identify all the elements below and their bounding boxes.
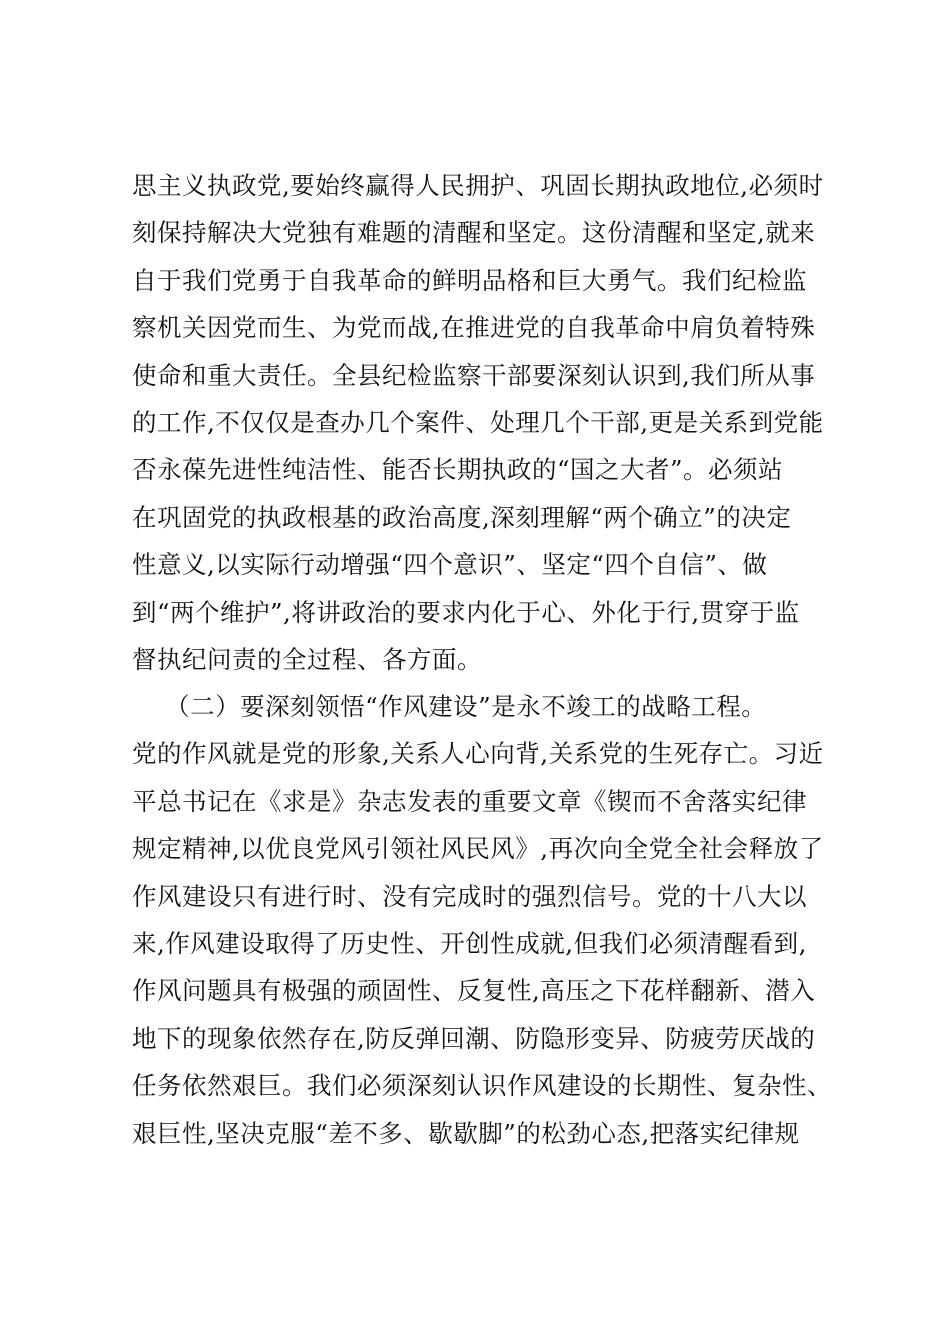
text-line: 到“两个维护”,将讲政治的要求内化于心、外化于行,贯穿于监 bbox=[132, 597, 800, 627]
paragraph-2 bbox=[132, 683, 832, 1157]
text-line: 地下的现象依然存在,防反弹回潮、防隐形变异、防疲劳厌战的 bbox=[132, 1023, 816, 1053]
text-line: 的工作,不仅仅是查办几个案件、处理几个干部,更是关系到党能 bbox=[132, 407, 824, 437]
text-line: 作风问题具有极强的顽固性、反复性,高压之下花样翻新、潜入 bbox=[132, 976, 816, 1006]
text-line: 使命和重大责任。全县纪检监察干部要深刻认识到,我们所从事 bbox=[132, 360, 816, 390]
text-line: 平总书记在《求是》杂志发表的重要文章《锲而不舍落实纪律 bbox=[132, 786, 807, 816]
text-line: 在巩固党的执政根基的政治高度,深刻理解“两个确立”的决定 bbox=[132, 502, 792, 532]
text-line: 来,作风建设取得了历史性、开创性成就,但我们必须清醒看到, bbox=[132, 928, 807, 958]
text-line: 作风建设只有进行时、没有完成时的强烈信号。党的十八大以 bbox=[132, 881, 807, 911]
text-line: 规定精神,以优良党风引领社风民风》,再次向全党全社会释放了 bbox=[132, 834, 824, 864]
text-line: 性意义,以实际行动增强“四个意识”、坚定“四个自信”、做 bbox=[132, 550, 768, 580]
text-line: 党的作风就是党的形象,关系人心向背,关系党的生死存亡。习近 bbox=[132, 739, 824, 769]
text-line: 自于我们党勇于自我革命的鲜明品格和巨大勇气。我们纪检监 bbox=[132, 265, 807, 295]
section-heading-line: （二）要深刻领悟“作风建设”是永不竣工的战略工程。 bbox=[132, 692, 767, 721]
text-line: 艰巨性,坚决克服“差不多、歇歇脚”的松劲心态,把落实纪律规 bbox=[132, 1118, 800, 1148]
text-line: 察机关因党而生、为党而战,在推进党的自我革命中肩负着特殊 bbox=[132, 313, 816, 343]
paragraph-1 bbox=[132, 162, 832, 683]
text-line: 思主义执政党,要始终赢得人民拥护、巩固长期执政地位,必须时 bbox=[132, 171, 824, 200]
text-line: 刻保持解决大党独有难题的清醒和坚定。这份清醒和坚定,就来 bbox=[132, 218, 816, 248]
text-line: 否永葆先进性纯洁性、能否长期执政的“国之大者”。必须站 bbox=[132, 455, 784, 485]
text-line: 任务依然艰巨。我们必须深刻认识作风建设的长期性、复杂性、 bbox=[132, 1071, 832, 1101]
text-line: 督执纪问责的全过程、各方面。 bbox=[132, 644, 482, 674]
